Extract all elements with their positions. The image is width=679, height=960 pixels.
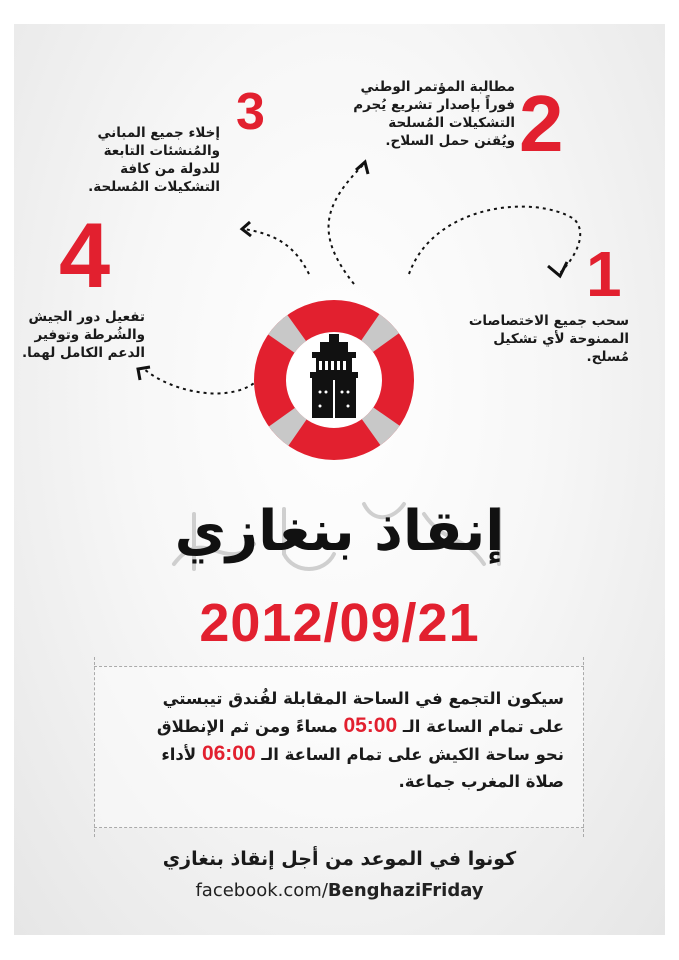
point-3-text [88,124,220,196]
point-1-text [469,312,629,366]
info-line [157,712,564,740]
gathering-time: 05:00 [343,714,398,737]
event-details [157,685,564,795]
slogan: كونوا في الموعد من أجل إنقاذ بنغازي [162,848,517,870]
prayer-time: 06:00 [201,742,256,765]
point-2-text [353,78,515,150]
event-info-box [94,666,584,828]
event-date: 2012/09/21 [199,593,480,653]
arrowhead-3 [242,222,251,236]
point-1-number: 1 [586,238,622,310]
divider [94,657,95,837]
divider [583,657,584,837]
info-line [157,740,564,768]
arrowhead-2 [356,162,368,174]
arrow-to-2 [329,164,364,284]
point-2-line: مطالبة المؤتمر الوطني [360,79,515,95]
point-2-number: 2 [519,79,564,168]
point-1-line: الممنوحة لأي تشكيل [493,331,629,347]
arrow-to-1 [409,207,580,274]
arrowhead-4 [138,367,150,380]
point-4-line: الدعم الكامل لهما. [22,345,145,361]
point-1-line: مُسلح. [586,349,629,365]
link-prefix: facebook.com/ [195,880,328,901]
point-4-line: تفعيل دور الجيش [28,309,145,325]
point-4-number: 4 [59,205,111,307]
point-3-number: 3 [236,83,265,141]
point-2-line: ويُقنن حمل السلاح. [385,133,515,149]
campaign-title: إنقاذ بنغازي [174,499,505,564]
info-text: نحو ساحة الكيش على تمام الساعة الـ [261,745,564,764]
lifebuoy-tower-icon [254,300,414,460]
point-1-line: سحب جميع الاختصاصات [468,313,629,329]
point-3-line: التشكيلات المُسلحة. [88,179,220,195]
info-line: صلاة المغرب جماعة. [398,772,564,791]
link-page-name: BenghaziFriday [327,880,484,901]
info-text: على تمام الساعة الـ [402,717,564,736]
point-3-line: إخلاء جميع المباني [97,125,220,141]
facebook-link[interactable] [14,880,665,901]
point-3-line: للدولة من كافة [120,161,220,177]
arrowhead-1 [548,262,567,276]
point-2-line: التشكيلات المُسلحة [388,115,515,131]
info-text: لأداء [161,745,197,764]
info-line: سيكون التجمع في الساحة المقابلة لفُندق تيبستي [162,689,564,708]
arrow-to-3 [244,229,309,274]
arrow-to-4 [144,369,259,393]
point-4-line: والشُرطة وتوفير [34,327,145,343]
point-2-line: فوراً بإصدار تشريع يُجرم [353,97,515,113]
info-text: مساءً ومن ثم الإنطلاق [156,717,338,736]
point-3-line: والمُنشئات التابعة [103,143,220,159]
point-4-text [22,308,145,362]
poster [14,24,665,935]
